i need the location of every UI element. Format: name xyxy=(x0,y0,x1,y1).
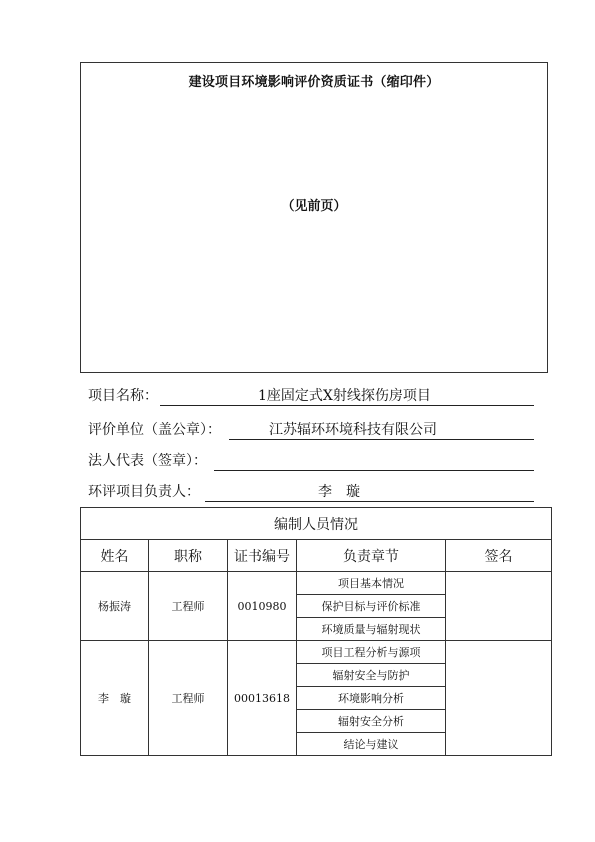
project-name-value: 1座固定式X射线探伤房项目 xyxy=(258,388,431,404)
staff-chapter: 保护目标与评价标准 xyxy=(297,595,446,618)
evaluation-unit-label: 评价单位（盖公章）： xyxy=(88,422,221,438)
certificate-title: 建设项目环境影响评价资质证书（缩印件） xyxy=(188,75,440,90)
staff-chapter: 结论与建议 xyxy=(297,733,446,756)
legal-rep-underline xyxy=(214,451,534,471)
staff-name: 李 璇 xyxy=(81,641,149,756)
evaluation-unit-value: 江苏辐环环境科技有限公司 xyxy=(269,422,437,438)
staff-chapter: 项目工程分析与源项 xyxy=(297,641,446,664)
staff-title: 工程师 xyxy=(149,572,228,641)
staff-table-caption: 编制人员情况 xyxy=(81,508,552,540)
certificate-note: （见前页） xyxy=(281,199,347,214)
project-name-label: 项目名称： xyxy=(88,388,158,404)
header-cert-no: 证书编号 xyxy=(228,540,297,572)
staff-title: 工程师 xyxy=(149,641,228,756)
project-name-field xyxy=(88,386,538,406)
staff-chapter: 环境影响分析 xyxy=(297,687,446,710)
header-title: 职称 xyxy=(149,540,228,572)
staff-chapter: 辐射安全与防护 xyxy=(297,664,446,687)
legal-rep-label: 法人代表（签章）： xyxy=(88,453,207,469)
project-lead-field xyxy=(88,482,538,502)
legal-rep-field xyxy=(88,451,538,471)
table-row xyxy=(81,641,552,664)
header-signature: 签名 xyxy=(446,540,552,572)
project-lead-label: 环评项目负责人： xyxy=(88,484,200,500)
staff-chapter: 环境质量与辐射现状 xyxy=(297,618,446,641)
staff-chapter: 项目基本情况 xyxy=(297,572,446,595)
table-row xyxy=(81,572,552,595)
staff-table xyxy=(80,507,552,756)
staff-signature xyxy=(446,572,552,641)
staff-table-header-row xyxy=(81,540,552,572)
certificate-box xyxy=(80,62,548,373)
staff-cert-no: 0010980 xyxy=(228,572,297,641)
staff-chapter: 辐射安全分析 xyxy=(297,710,446,733)
project-lead-value: 李 璇 xyxy=(318,484,360,500)
staff-cert-no: 00013618 xyxy=(228,641,297,756)
header-name: 姓名 xyxy=(81,540,149,572)
project-lead-underline xyxy=(205,482,534,502)
evaluation-unit-field xyxy=(88,420,538,440)
staff-signature xyxy=(446,641,552,756)
staff-name: 杨振涛 xyxy=(81,572,149,641)
header-chapters: 负责章节 xyxy=(297,540,446,572)
